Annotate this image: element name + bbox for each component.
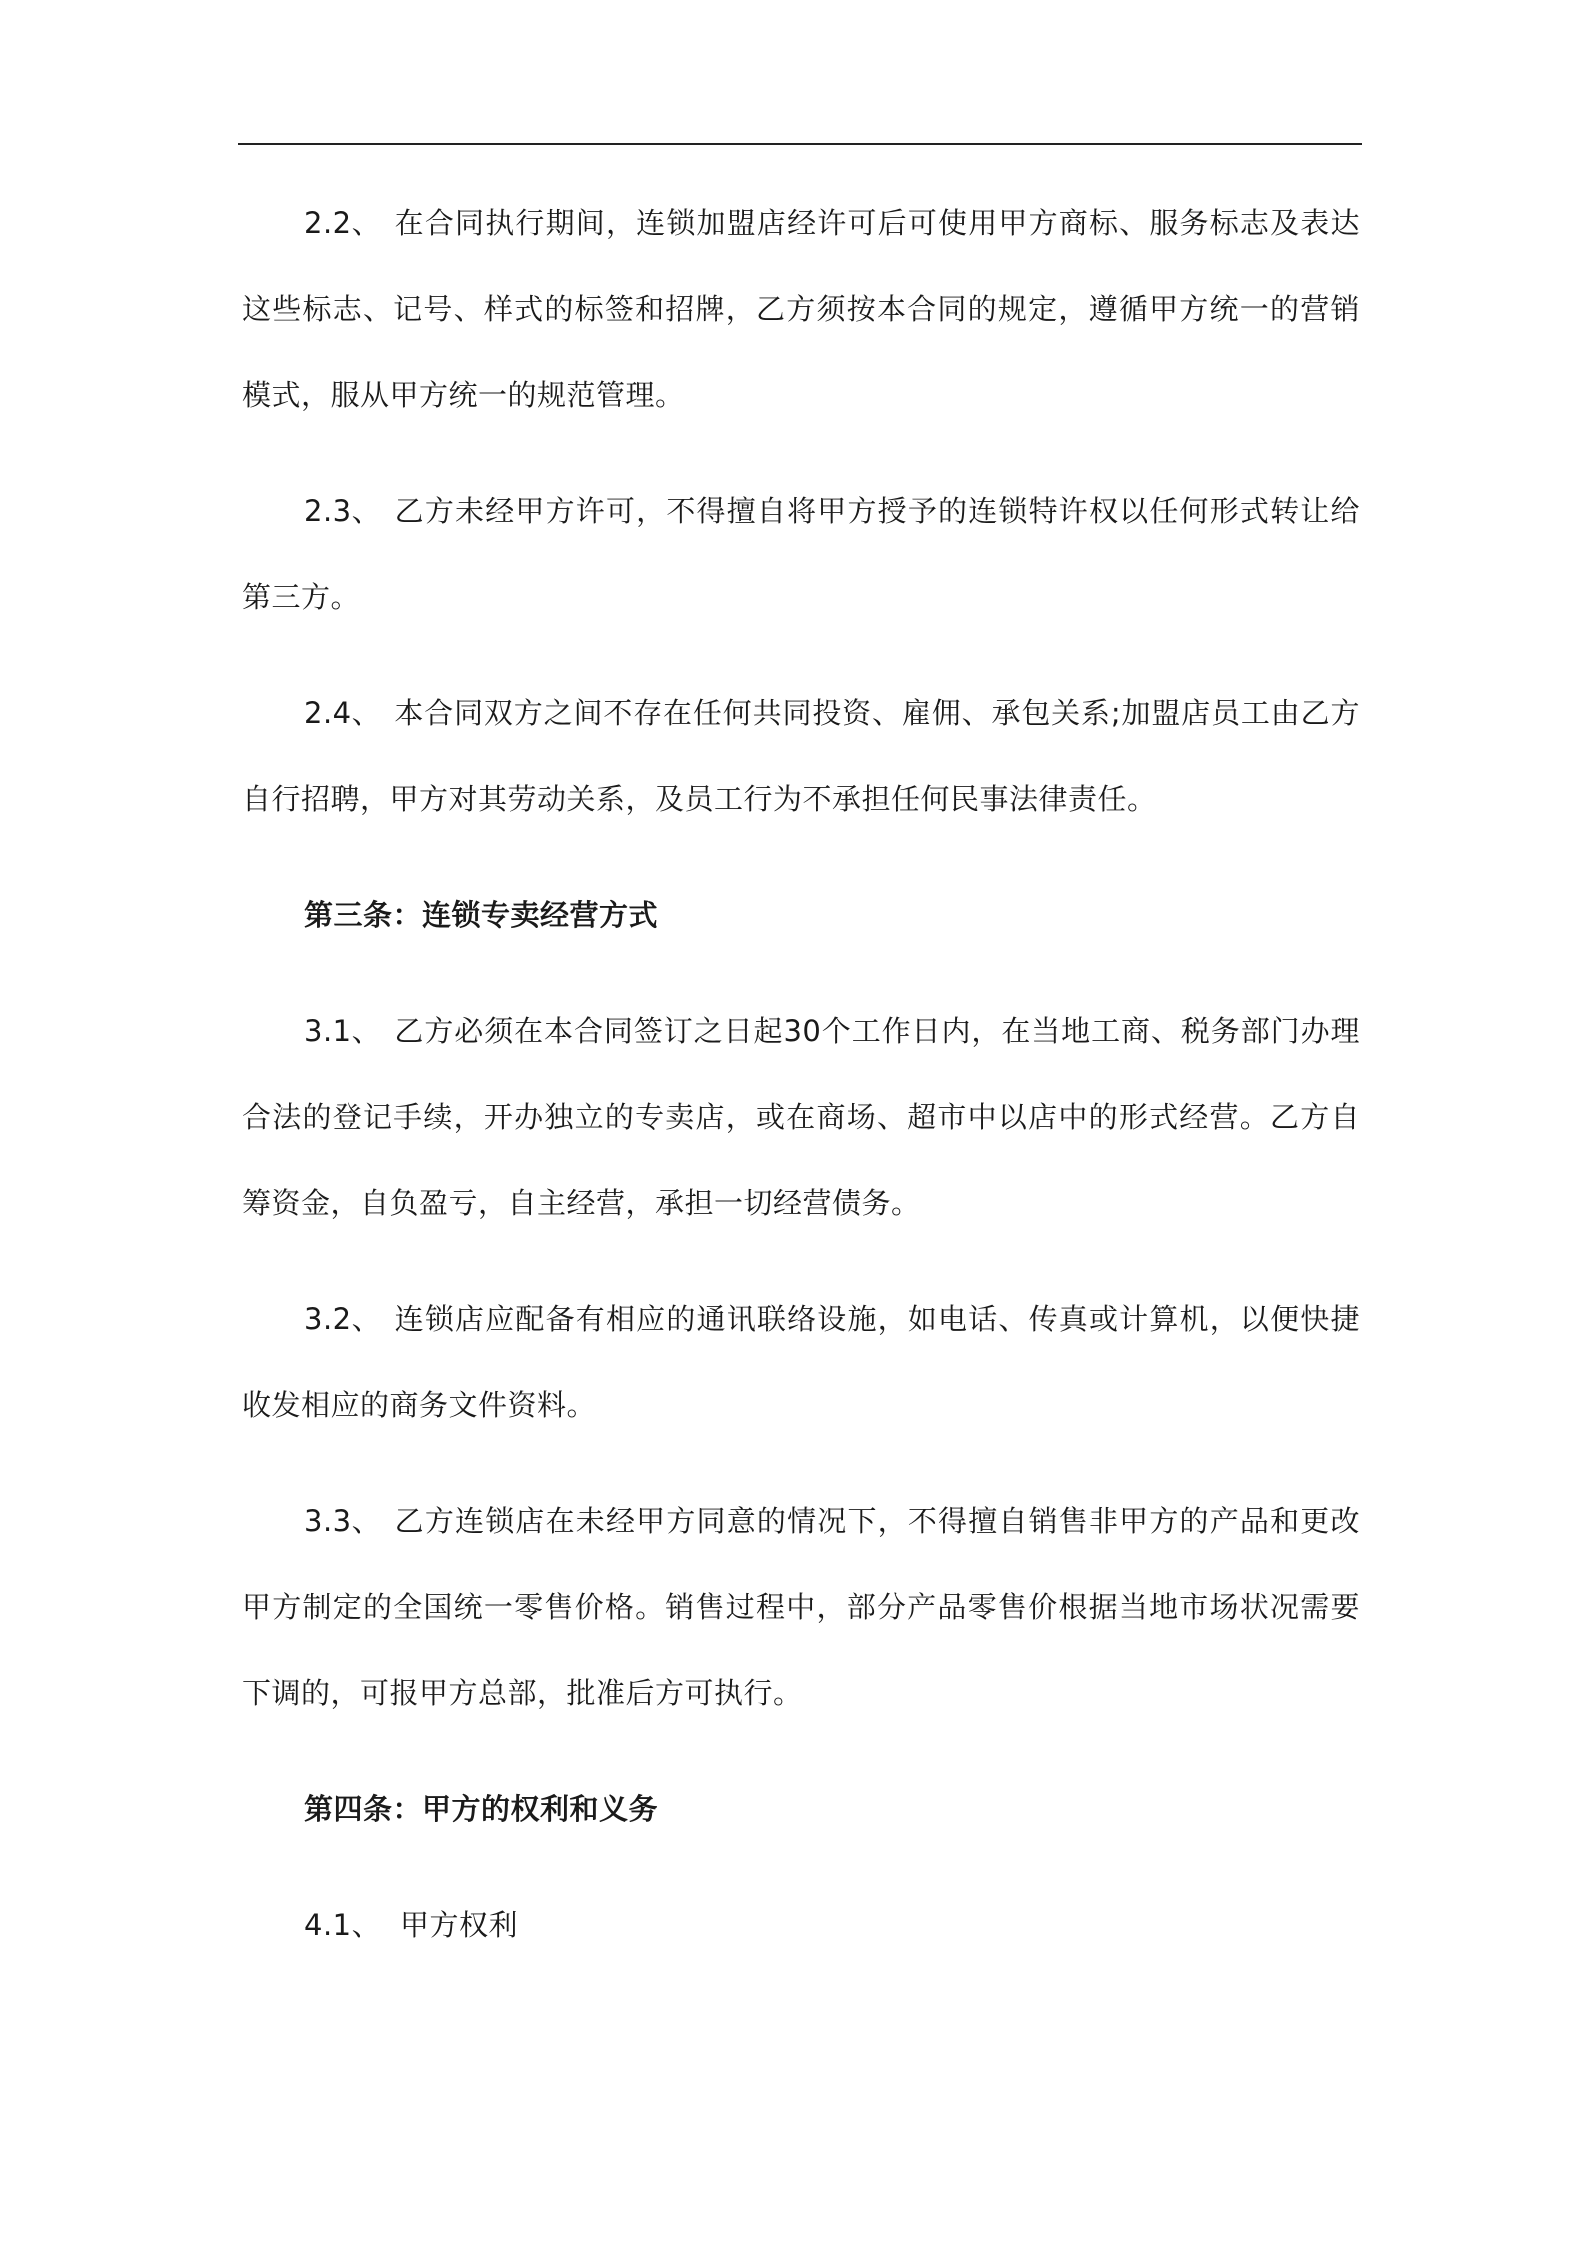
clause-text: 连锁店应配备有相应的通讯联络设施，如电话、传真或计算机，以便快捷收发相应的商务文件资料。 bbox=[242, 1302, 1360, 1422]
clause-number: 3.2、 bbox=[304, 1302, 382, 1336]
document-body bbox=[242, 180, 1360, 1968]
clause-number: 2.4、 bbox=[304, 696, 382, 730]
clause-number: 3.1、 bbox=[304, 1014, 382, 1048]
header-rule bbox=[238, 143, 1362, 145]
clause-text: 甲方权利 bbox=[400, 1908, 519, 1942]
clause-number: 2.3、 bbox=[304, 494, 382, 528]
clause-2-2 bbox=[242, 180, 1360, 438]
clause-number: 4.1、 bbox=[304, 1908, 382, 1942]
clause-2-4 bbox=[242, 670, 1360, 842]
clause-3-1 bbox=[242, 988, 1360, 1246]
clause-text: 在合同执行期间，连锁加盟店经许可后可使用甲方商标、服务标志及表达这些标志、记号、样式的标签和招牌，乙方须按本合同的规定，遵循甲方统一的营销模式，服从甲方统一的规范管理。 bbox=[242, 206, 1360, 412]
clause-text: 乙方未经甲方许可，不得擅自将甲方授予的连锁特许权以任何形式转让给第三方。 bbox=[242, 494, 1360, 614]
clause-3-2 bbox=[242, 1276, 1360, 1448]
clause-3-3 bbox=[242, 1478, 1360, 1736]
clause-number: 3.3、 bbox=[304, 1504, 382, 1538]
clause-2-3 bbox=[242, 468, 1360, 640]
clause-number: 2.2、 bbox=[304, 206, 382, 240]
clause-text: 乙方连锁店在未经甲方同意的情况下，不得擅自销售非甲方的产品和更改甲方制定的全国统一零售价格。销售过程中，部分产品零售价根据当地市场状况需要下调的，可报甲方总部，批准后方可执行。 bbox=[242, 1504, 1360, 1710]
clause-4-1 bbox=[242, 1882, 1360, 1968]
article-3-heading: 第三条：连锁专卖经营方式 bbox=[304, 898, 659, 932]
clause-text: 本合同双方之间不存在任何共同投资、雇佣、承包关系;加盟店员工由乙方自行招聘，甲方对其劳动关系，及员工行为不承担任何民事法律责任。 bbox=[242, 696, 1360, 816]
article-4-heading: 第四条：甲方的权利和义务 bbox=[304, 1792, 659, 1826]
clause-text: 乙方必须在本合同签订之日起30个工作日内，在当地工商、税务部门办理合法的登记手续，开办独立的专卖店，或在商场、超市中以店中的形式经营。乙方自筹资金，自负盈亏，自主经营，承担一切经营债务。 bbox=[242, 1014, 1360, 1220]
